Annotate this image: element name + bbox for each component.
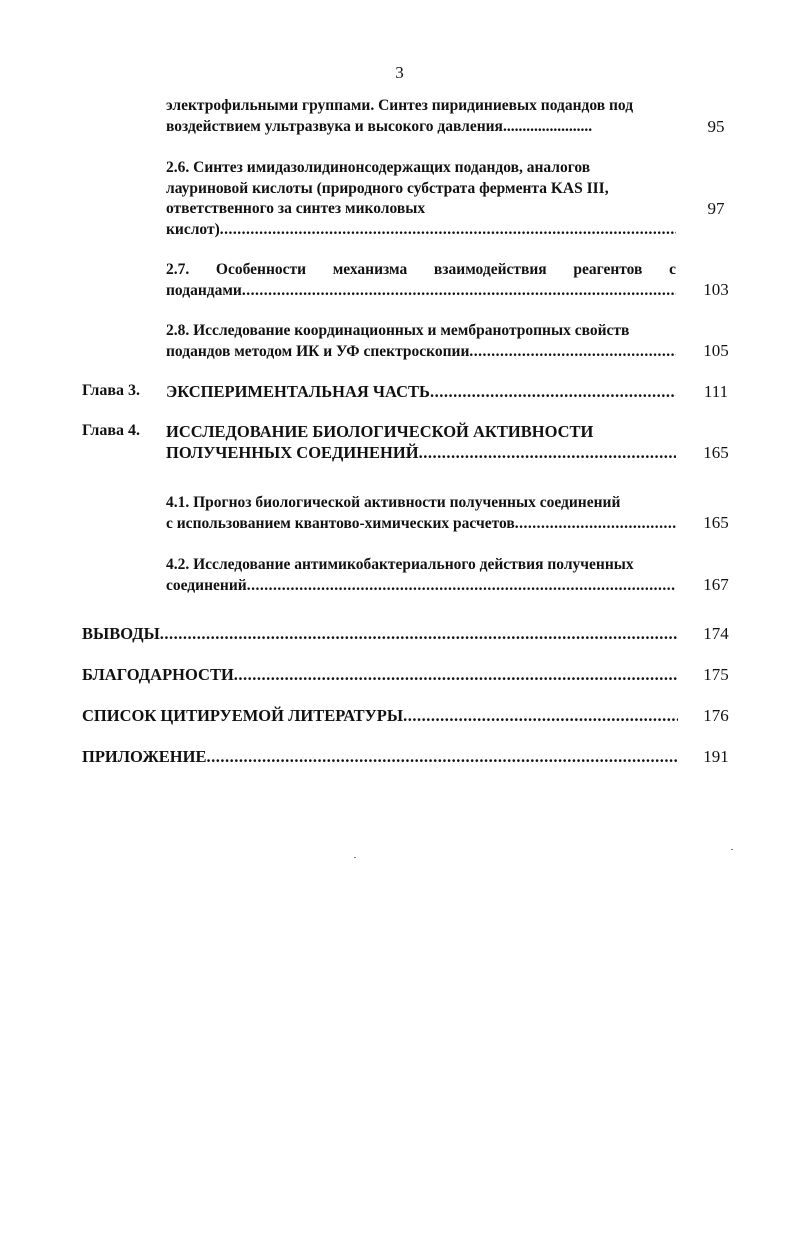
toc-entry-text: 2.7. Особенности механизма взаимодействия реагентов с bbox=[166, 261, 676, 278]
dot-leader bbox=[469, 343, 676, 360]
toc-entry-text: электрофильными группами. Синтез пиридиниевых подандов под bbox=[166, 97, 634, 114]
toc-entry-2-6[interactable] bbox=[166, 158, 676, 240]
toc-entry-2-5[interactable] bbox=[166, 96, 676, 137]
dot-leader bbox=[160, 624, 678, 643]
dot-leader bbox=[206, 747, 678, 766]
toc-entry-4-2[interactable] bbox=[166, 555, 676, 596]
toc-entry-text: 2.6. Синтез имидазолидинонсодержащих подандов, аналогов bbox=[166, 159, 591, 176]
dot-leader bbox=[515, 515, 676, 532]
toc-entry-acknowledgements[interactable] bbox=[82, 665, 678, 686]
toc-entry-appendix[interactable] bbox=[82, 747, 678, 768]
dot-leader bbox=[234, 665, 678, 684]
chapter-label: Глава 3. bbox=[82, 382, 140, 399]
toc-entry-text: БЛАГОДАРНОСТИ ..... bbox=[82, 665, 678, 686]
toc-page-number: 111 bbox=[703, 382, 729, 401]
toc-page-number: 165 bbox=[703, 513, 729, 532]
toc-entry-4-1[interactable] bbox=[166, 493, 676, 534]
dot-leader bbox=[247, 577, 676, 594]
toc-entry-text: ИССЛЕДОВАНИЕ БИОЛОГИЧЕСКОЙ АКТИВНОСТИ bbox=[166, 422, 594, 441]
toc-page-number: 175 bbox=[703, 665, 729, 684]
toc-entry-2-7[interactable] bbox=[166, 260, 676, 301]
toc-entry-chapter-3[interactable] bbox=[166, 381, 676, 402]
toc-entry-text: 4.1. Прогноз биологической активности полученных соединений bbox=[166, 494, 621, 511]
toc-entry-text: ЭКСПЕРИМЕНТАЛЬНАЯ ЧАСТЬ ..... bbox=[166, 381, 676, 402]
scan-speck bbox=[731, 849, 733, 850]
dot-leader bbox=[430, 382, 676, 401]
toc-page-number: 95 bbox=[707, 117, 725, 136]
page-number: 3 bbox=[395, 63, 404, 82]
chapter-label: Глава 4. bbox=[82, 422, 140, 439]
dot-leader bbox=[220, 221, 676, 238]
toc-page-number: 167 bbox=[703, 575, 729, 594]
toc-entry-text: с использованием квантово-химических расчетов ..... bbox=[166, 514, 676, 535]
toc-page-number: 176 bbox=[703, 706, 729, 725]
toc-entry-text: подандов методом ИК и УФ спектроскопии ..... bbox=[166, 342, 676, 363]
toc-entry-text: соединений ..... bbox=[166, 576, 676, 597]
toc-entry-text: ПРИЛОЖЕНИЕ ..... bbox=[82, 747, 678, 768]
toc-entry-2-8[interactable] bbox=[166, 321, 676, 362]
toc-entry-text: ответственного за синтез миколовых bbox=[166, 200, 426, 217]
toc-entry-text: воздействием ультразвука и высокого давления....................... bbox=[166, 117, 593, 135]
dot-leader bbox=[419, 443, 676, 462]
toc-page-number: 105 bbox=[703, 341, 729, 360]
toc-entry-text: ПОЛУЧЕННЫХ СОЕДИНЕНИЙ ..... bbox=[166, 442, 676, 463]
dot-leader bbox=[242, 282, 676, 299]
toc-entry-text: 2.8. Исследование координационных и мембранотропных свойств bbox=[166, 322, 630, 339]
toc-page-number: 103 bbox=[703, 280, 729, 299]
toc-page-number: 165 bbox=[703, 443, 729, 462]
toc-entry-chapter-4[interactable] bbox=[166, 421, 676, 463]
toc-entry-text: лауриновой кислоты (природного субстрата фермента KAS III, bbox=[166, 179, 609, 197]
toc-page-number: 191 bbox=[703, 747, 729, 766]
toc-page-number: 174 bbox=[703, 624, 729, 643]
toc-entry-text: 4.2. Исследование антимикобактериального действия полученных bbox=[166, 556, 634, 573]
scan-speck bbox=[354, 857, 356, 858]
toc-entry-text: подандами ..... bbox=[166, 281, 676, 302]
toc-entry-references[interactable] bbox=[82, 706, 678, 727]
toc-entry-conclusions[interactable] bbox=[82, 624, 678, 645]
toc-entry-text: СПИСОК ЦИТИРУЕМОЙ ЛИТЕРАТУРЫ ..... bbox=[82, 706, 678, 727]
toc-entry-text: кислот) ..... bbox=[166, 220, 676, 241]
toc-entry-text: ВЫВОДЫ ..... bbox=[82, 624, 678, 645]
toc-page-number: 97 bbox=[707, 199, 725, 218]
dot-leader bbox=[403, 706, 678, 725]
